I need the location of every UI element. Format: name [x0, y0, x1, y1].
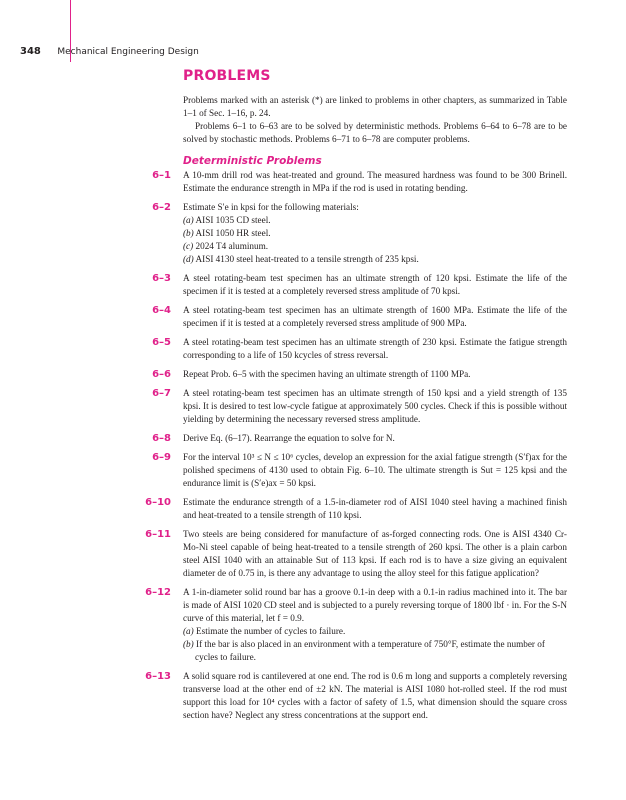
problem-number: 6–4 — [152, 305, 171, 316]
section-heading: PROBLEMS — [183, 68, 271, 84]
problem-6-12 — [145, 586, 567, 664]
problem-text: Derive Eq. (6–17). Rearrange the equation to solve for N. — [183, 433, 395, 443]
problem-text: A 10-mm drill rod was heat-treated and ground. The measured hardness was found to be 300 Brinell. Estimate the endurance strength in MPa if the rod is used in rotating bending. — [183, 170, 567, 193]
problem-6-7 — [152, 387, 567, 426]
problem-item: (a) AISI 1035 CD steel. — [183, 215, 271, 225]
problem-number: 6–11 — [145, 529, 171, 540]
problem-text: Estimate the endurance strength of a 1.5-in-diameter rod of AISI 1040 steel having a machined finish and heat-treated to a tensile strength of 110 kpsi. — [183, 497, 567, 520]
problem-text: Repeat Prob. 6–5 with the specimen having an ultimate strength of 1100 MPa. — [183, 369, 471, 379]
problem-number: 6–3 — [152, 273, 171, 284]
problem-number: 6–8 — [152, 433, 171, 444]
problem-text: A steel rotating-beam test specimen has an ultimate strength of 150 kpsi and a yield strength of 135 kpsi. It is desired to test low-cycle fatigue at approximately 500 cycles. Check if this is possible without yielding by determining the necessary reversed stress amplitude. — [183, 388, 567, 424]
problem-text: For the interval 10³ ≤ N ≤ 10⁶ cycles, develop an expression for the axial fatigue strength (S′f)ax for the polished specimens of 4130 used to obtain Fig. 6–10. The ultimate strength is Sut = 125 kpsi and the endurance limit is (S′e)ax = 50 kpsi. — [183, 452, 567, 488]
problem-6-3 — [152, 272, 567, 298]
problem-number: 6–1 — [152, 170, 171, 181]
running-header — [20, 46, 199, 57]
problem-item: (b) If the bar is also placed in an environment with a temperature of 750°F, estimate the number of cycles to failure. — [183, 639, 545, 662]
page-content — [145, 68, 567, 728]
problem-item: (a) Estimate the number of cycles to failure. — [183, 626, 346, 636]
problem-number: 6–10 — [145, 497, 171, 508]
running-title: Mechanical Engineering Design — [57, 47, 199, 57]
problem-text: A 1-in-diameter solid round bar has a groove 0.1-in deep with a 0.1-in radius machined into it. The bar is made of AISI 1020 CD steel and is subjected to a purely reversing torque of 1800 lbf · in. For the S-N curve of this material, let f = 0.9. — [183, 587, 567, 623]
problem-number: 6–9 — [152, 452, 171, 463]
problem-text: Two steels are being considered for manufacture of as-forged connecting rods. One is AISI 4340 Cr-Mo-Ni steel capable of being heat-treated to a tensile strength of 260 kpsi. The other is a plain carbon steel AISI 1040 with an attainable Sut of 113 kpsi. If each rod is to have a size giving an equivalent diameter de of 0.75 in, is there any advantage to using the alloy steel for this fatigue application? — [183, 529, 567, 578]
problem-text: Estimate S′e in kpsi for the following materials: — [183, 202, 359, 212]
problem-6-5 — [152, 336, 567, 362]
problem-text: A solid square rod is cantilevered at one end. The rod is 0.6 m long and supports a completely reversing transverse load at the other end of ±2 kN. The material is AISI 1080 hot-rolled steel. If the rod must support this load for 10⁴ cycles with a factor of safety of 1.5, what dimension should the square cross section have? Neglect any stress concentrations at the support end. — [183, 671, 567, 720]
problem-number: 6–13 — [145, 671, 171, 682]
problem-number: 6–5 — [152, 337, 171, 348]
intro-text — [183, 94, 567, 146]
problem-6-9 — [152, 451, 567, 490]
intro-paragraph: Problems marked with an asterisk (*) are linked to problems in other chapters, as summarized in Table 1–1 of Sec. 1–16, p. 24. — [183, 95, 567, 118]
problem-number: 6–7 — [152, 388, 171, 399]
page-number: 348 — [20, 46, 41, 57]
problem-item: (b) AISI 1050 HR steel. — [183, 228, 271, 238]
problem-6-8 — [152, 432, 567, 445]
problem-6-2 — [152, 201, 567, 266]
problem-item: (d) AISI 4130 steel heat-treated to a tensile strength of 235 kpsi. — [183, 254, 419, 264]
problem-6-4 — [152, 304, 567, 330]
problem-number: 6–6 — [152, 369, 171, 380]
problem-6-6 — [152, 368, 567, 381]
subsection-heading: Deterministic Problems — [183, 155, 322, 167]
problem-6-11 — [145, 528, 567, 580]
problem-number: 6–12 — [145, 587, 171, 598]
problem-6-1 — [152, 169, 567, 195]
problem-text: A steel rotating-beam test specimen has an ultimate strength of 120 kpsi. Estimate the life of the specimen if it is tested at a completely reversed stress amplitude of 70 kpsi. — [183, 273, 567, 296]
problem-text: A steel rotating-beam test specimen has an ultimate strength of 230 kpsi. Estimate the fatigue strength corresponding to a life of 150 kcycles of stress reversal. — [183, 337, 567, 360]
problem-number: 6–2 — [152, 202, 171, 213]
intro-paragraph: Problems 6–1 to 6–63 are to be solved by deterministic methods. Problems 6–64 to 6–78 are to be solved by stochastic methods. Problems 6–71 to 6–78 are computer problems. — [183, 121, 567, 144]
problem-item: (c) 2024 T4 aluminum. — [183, 241, 269, 251]
problem-text: A steel rotating-beam test specimen has an ultimate strength of 1600 MPa. Estimate the life of the specimen if it is tested at a completely reversed stress amplitude of 900 MPa. — [183, 305, 567, 328]
problem-6-10 — [145, 496, 567, 522]
problem-6-13 — [145, 670, 567, 722]
